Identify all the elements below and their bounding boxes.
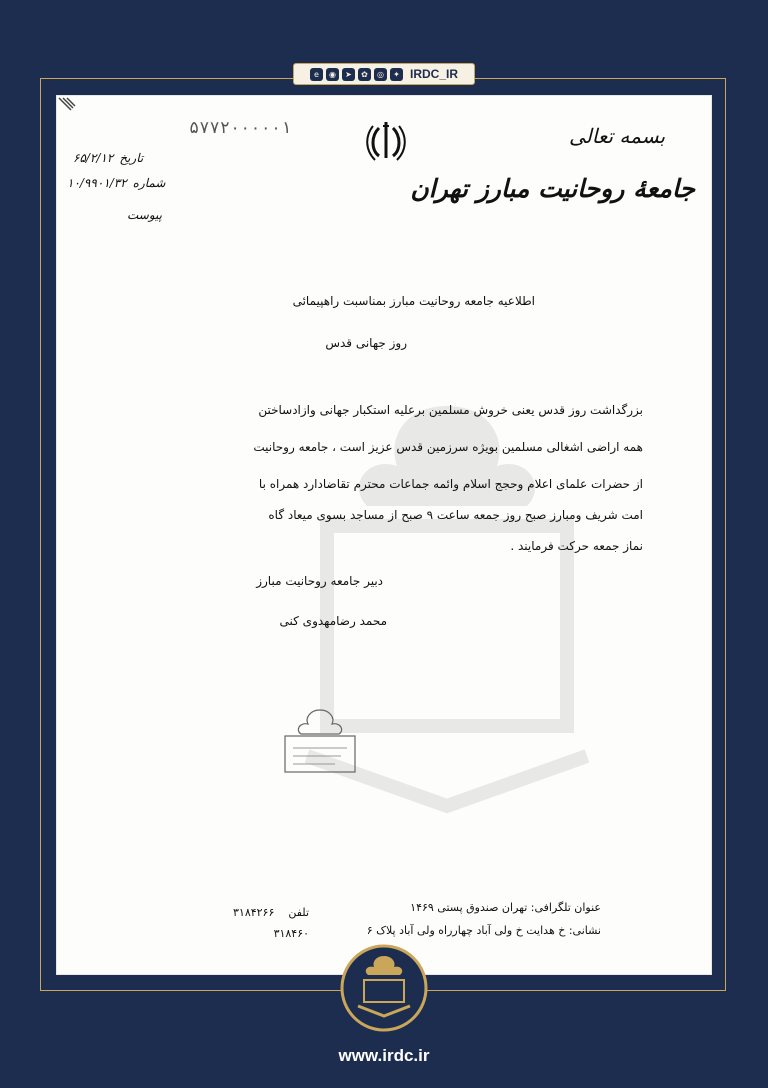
notice-subtitle: روز جهانی قدس bbox=[325, 336, 407, 350]
document-page bbox=[57, 96, 711, 974]
telegram-icon[interactable]: ➤ bbox=[342, 68, 355, 81]
telegraph-address: عنوان تلگرافی: تهران صندوق پستی ۱۴۶۹ bbox=[410, 901, 601, 914]
notice-line: نماز جمعه حرکت فرمایند . bbox=[510, 539, 643, 553]
punch-mark bbox=[57, 96, 97, 136]
social-links-bar bbox=[293, 63, 475, 85]
phone-number: ۳۱۸۴۶۰ bbox=[273, 927, 310, 940]
social-handle[interactable]: IRDC_IR bbox=[409, 67, 458, 81]
notice-line: بزرگداشت روز قدس یعنی خروش مسلمین برعلیه استکبار جهانی وازادساختن bbox=[258, 403, 643, 417]
signature-title: دبیر جامعه روحانیت مبارز bbox=[256, 574, 383, 588]
emblem-icon bbox=[365, 118, 407, 164]
irdc-logo-icon[interactable] bbox=[334, 940, 434, 1032]
bismillah-heading: بسمه تعالی bbox=[569, 124, 666, 148]
website-url[interactable]: www.irdc.ir bbox=[338, 1046, 430, 1065]
number-label: شماره bbox=[132, 176, 166, 190]
rubika-icon[interactable]: ✿ bbox=[358, 68, 371, 81]
phone-row bbox=[233, 927, 309, 940]
number-value: ۱۰/۹۹۰۱/۳۲ bbox=[67, 176, 127, 190]
attachment-label: پیوست bbox=[127, 208, 162, 222]
instagram-icon[interactable]: ◎ bbox=[374, 68, 387, 81]
twitter-icon[interactable]: ✦ bbox=[390, 68, 403, 81]
signature-name: محمد رضامهدوی کنی bbox=[279, 614, 387, 628]
date-label: تاریخ bbox=[119, 151, 144, 165]
notice-line: همه اراضی اشغالی مسلمین بویژه سرزمین قدس عزیز است ، جامعه روحانیت bbox=[253, 440, 643, 454]
notice-line: امت شریف ومبارز صبح روز جمعه ساعت ۹ صبح از مساجد بسوی میعاد گاه bbox=[268, 508, 643, 522]
serial-number: ۵۷۷۲۰۰۰۰۰۱ bbox=[189, 118, 292, 138]
number-row bbox=[67, 176, 165, 190]
phone-row bbox=[233, 906, 309, 919]
phone-block bbox=[233, 906, 309, 948]
date-row bbox=[73, 151, 143, 165]
bale-icon[interactable]: ◉ bbox=[326, 68, 339, 81]
phone-number: ۳۱۸۴۲۶۶ bbox=[233, 906, 275, 919]
organization-name: جامعهٔ روحانیت مبارز تهران bbox=[410, 174, 695, 203]
notice-title: اطلاعیه جامعه روحانیت مبارز بمناسبت راهپیمائی bbox=[292, 294, 535, 308]
phone-label: تلفن bbox=[288, 906, 310, 919]
eitaa-icon[interactable]: e bbox=[310, 68, 323, 81]
notice-line: از حضرات علمای اعلام وحجج اسلام وائمه جماعات محترم تقاضادارد همراه با bbox=[258, 477, 643, 491]
archive-stamp bbox=[275, 706, 365, 778]
postal-address: نشانی: خ هدایت خ ولی آباد چهارراه ولی آباد پلاک ۶ bbox=[366, 924, 601, 937]
date-value: ۶۵/۲/۱۲ bbox=[73, 151, 114, 165]
